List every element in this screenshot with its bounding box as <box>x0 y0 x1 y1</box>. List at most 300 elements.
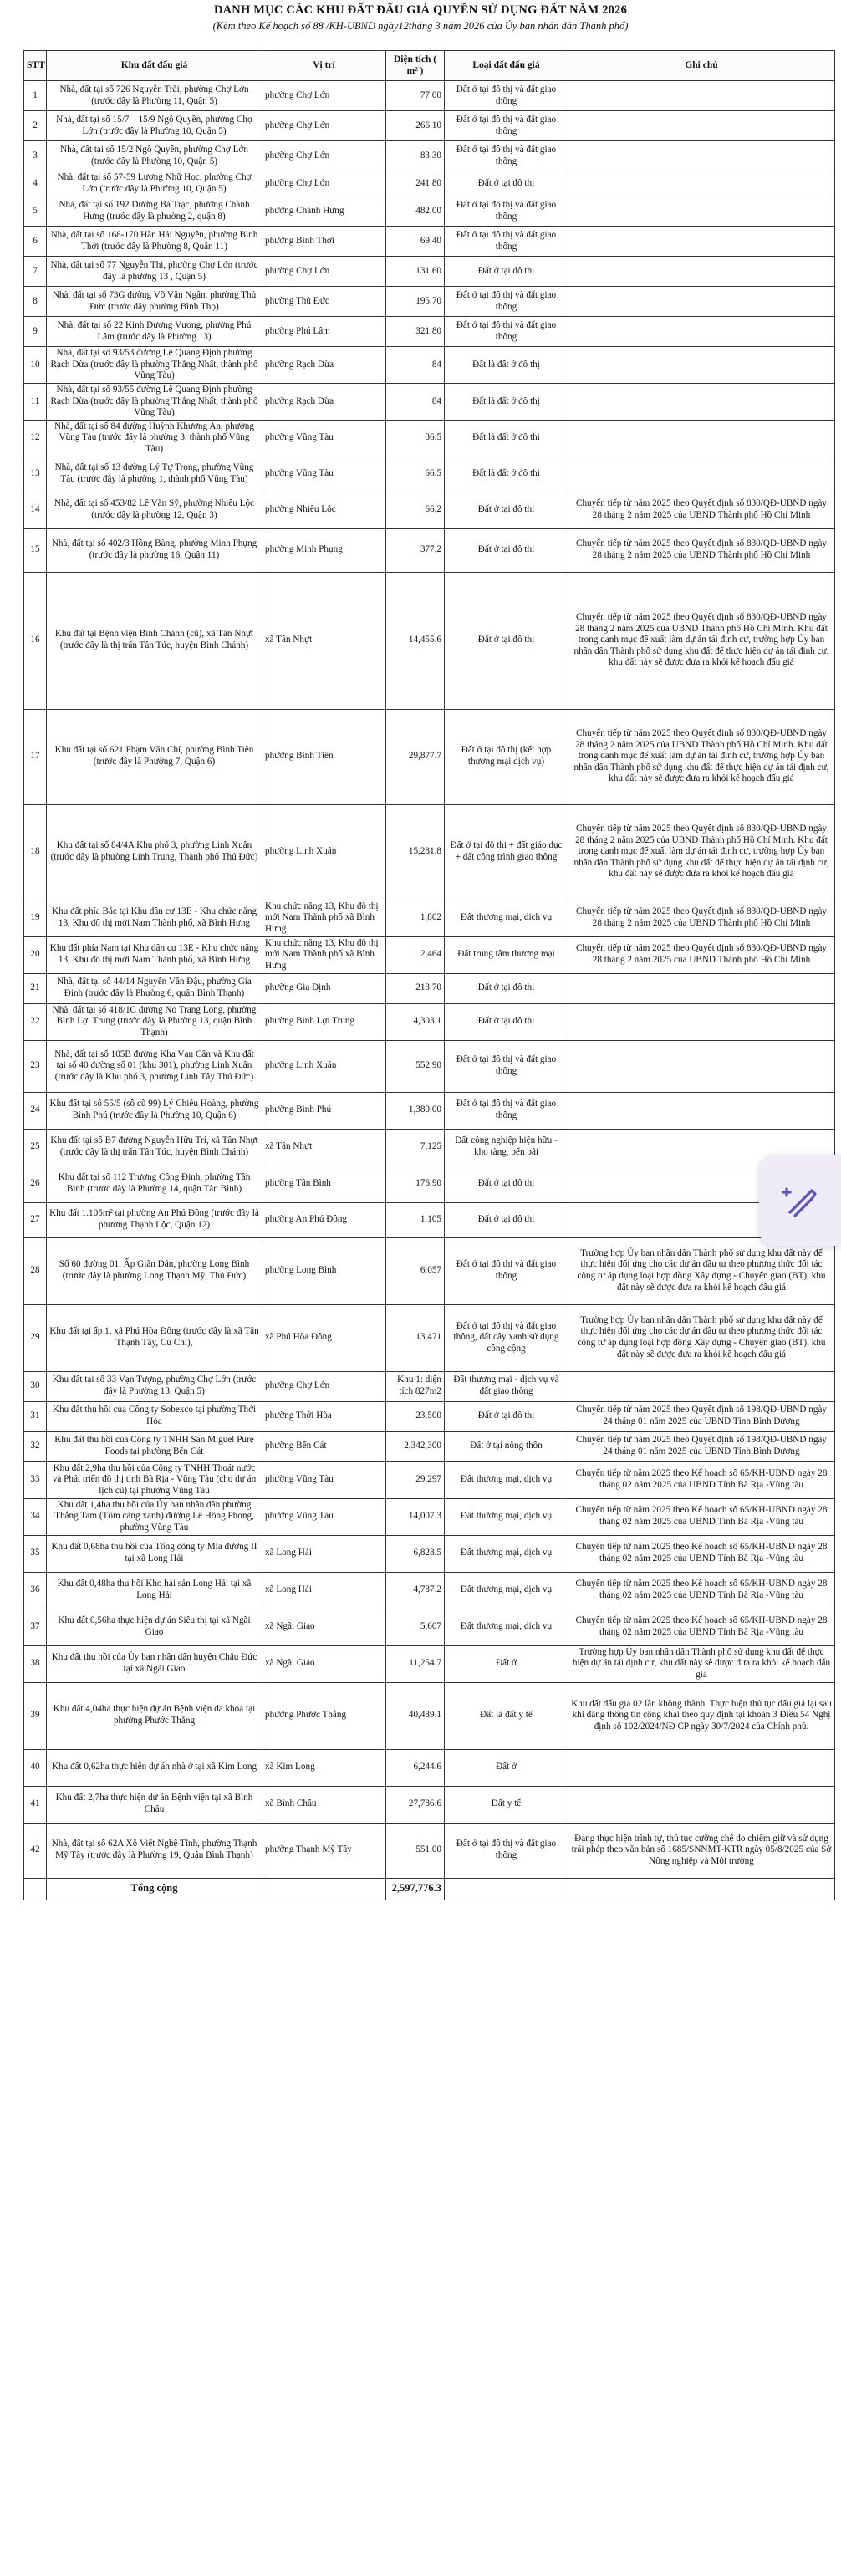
row-land-use: Đất ở tại đô thị <box>445 1401 568 1431</box>
row-stt: 28 <box>24 1237 47 1304</box>
table-header-row <box>24 51 835 81</box>
row-location: phường Vũng Tàu <box>262 1498 386 1535</box>
row-note <box>568 1749 835 1786</box>
row-land-use: Đất ở <box>445 1645 568 1682</box>
row-land-name: Khu đất 4,04ha thực hiện dự án Bệnh viện đa khoa tại phường Phước Thắng <box>47 1682 262 1749</box>
row-note: Chuyển tiếp từ năm 2025 theo Quyết định số 830/QĐ-UBND ngày 28 tháng 2 năm 2025 của UBND Thành phố Hồ Chí Minh. Khu đất trong danh mục để xuất làm dự án tái định cư, trường hợp Ủy ban nhân dân Thành phố sử dụng khu đất để thực hiện dự án tái định cư, khu đất này sẽ được đưa ra khỏi kế hoạch đấu giá <box>568 572 835 709</box>
row-land-use: Đất ở tại đô thị và đất giao thông <box>445 111 568 141</box>
table-row <box>24 1003 835 1040</box>
row-area: 27,786.6 <box>386 1786 445 1823</box>
table-row <box>24 171 835 196</box>
row-note: Đang thực hiện trình tự, thủ tục cưỡng chế do chiếm giữ và sử dụng trái phép theo văn bản số 1685/SNNMT-KTR ngày 05/8/2025 của Sở Nông nghiệp và Môi trường <box>568 1823 835 1878</box>
table-row <box>24 572 835 709</box>
table-row <box>24 1682 835 1749</box>
edit-sparkle-icon <box>778 1179 822 1222</box>
row-note <box>568 227 835 257</box>
row-location: phường Bình Tiên <box>262 709 386 804</box>
row-location: Khu chức năng 13, Khu đô thị mới Nam Thành phố xã Bình Hưng <box>262 936 386 973</box>
row-land-use: Đất ở tại đô thị (kết hợp thương mại dịch vụ) <box>445 709 568 804</box>
row-land-name: Nhà, đất tại số 453/82 Lê Văn Sỹ, phường Nhiêu Lộc (trước đây là phường 12, Quận 3) <box>47 492 262 528</box>
row-stt: 36 <box>24 1572 47 1609</box>
row-area: 69.40 <box>386 227 445 257</box>
row-land-name: Nhà, đất tại số 192 Dương Bá Trạc, phường Chánh Hưng (trước đây là phường 2, quận 8) <box>47 196 262 227</box>
row-area: 131.60 <box>386 257 445 287</box>
row-stt: 23 <box>24 1040 47 1092</box>
total-label: Tổng cộng <box>47 1878 262 1900</box>
table-row <box>24 936 835 973</box>
row-location: xã Kim Long <box>262 1749 386 1786</box>
row-land-name: Khu đất tại số 84/4A Khu phố 3, phường Linh Xuân (trước đây là phường Linh Trung, Thành phố Thủ Đức) <box>47 804 262 900</box>
row-stt: 41 <box>24 1786 47 1823</box>
row-land-use: Đất ở tại đô thị và đất giao thông <box>445 1823 568 1878</box>
row-note: Chuyển tiếp từ năm 2025 theo Quyết định số 830/QĐ-UBND ngày 28 tháng 2 năm 2025 của UBND Thành phố Hồ Chí Minh <box>568 492 835 528</box>
row-land-name: Khu đất phía Bắc tại Khu dân cư 13E - Khu chức năng 13, Khu đô thị mới Nam Thành phố, xã Bình Hưng <box>47 900 262 936</box>
table-row <box>24 1431 835 1461</box>
row-location: phường Bình Lợi Trung <box>262 1003 386 1040</box>
land-auction-table <box>23 50 835 1900</box>
row-stt: 30 <box>24 1371 47 1401</box>
row-land-name: Khu đất 1,4ha thu hồi của Ủy ban nhân dân phường Thắng Tam (Tôm càng xanh) đường Lê Hồng Phong, phường Vũng Tàu <box>47 1498 262 1535</box>
row-area: 84 <box>386 383 445 420</box>
row-note <box>568 1003 835 1040</box>
row-stt: 38 <box>24 1645 47 1682</box>
col-header-note: Ghi chú <box>568 51 835 81</box>
row-land-name: Nhà, đất tại số 15/2 Ngô Quyền, phường Chợ Lớn (trước đây là Phường 10, Quận 5) <box>47 141 262 171</box>
row-land-use: Đất ở tại đô thị và đất giao thông <box>445 141 568 171</box>
row-stt: 29 <box>24 1304 47 1371</box>
table-row <box>24 420 835 457</box>
row-stt: 21 <box>24 973 47 1003</box>
row-location: xã Long Hải <box>262 1572 386 1609</box>
row-land-name: Nhà, đất tại số 22 Kinh Dương Vương, phường Phú Lâm (trước đây là Phường 13) <box>47 317 262 347</box>
row-note <box>568 111 835 141</box>
row-land-name: Nhà, đất tại số 73G đường Võ Văn Ngân, phường Thủ Đức (trước đây phường Bình Thọ) <box>47 287 262 317</box>
row-stt: 11 <box>24 383 47 420</box>
table-row <box>24 528 835 572</box>
row-area: 6,244.6 <box>386 1749 445 1786</box>
row-land-name: Khu đất tại ấp 1, xã Phú Hòa Đông (trước đây là xã Tân Thạnh Tây, Củ Chi), <box>47 1304 262 1371</box>
row-stt: 31 <box>24 1401 47 1431</box>
row-area: 2,464 <box>386 936 445 973</box>
row-area: 83.30 <box>386 141 445 171</box>
row-land-use: Đất ở tại đô thị và đất giao thông <box>445 317 568 347</box>
row-location: phường Minh Phụng <box>262 528 386 572</box>
table-row <box>24 1401 835 1431</box>
row-land-use: Đất ở tại đô thị <box>445 1166 568 1202</box>
row-stt: 16 <box>24 572 47 709</box>
row-land-name: Khu đất tại số 33 Vạn Tượng, phường Chợ Lớn (trước đây là Phường 13, Quận 5) <box>47 1371 262 1401</box>
row-location: phường Linh Xuân <box>262 1040 386 1092</box>
row-stt: 24 <box>24 1092 47 1129</box>
row-location: phường Phước Thắng <box>262 1682 386 1749</box>
row-stt: 14 <box>24 492 47 528</box>
row-note: Chuyển tiếp từ năm 2025 theo Quyết định số 830/QĐ-UBND ngày 28 tháng 2 năm 2025 của UBND Thành phố Hồ Chí Minh <box>568 900 835 936</box>
table-row <box>24 141 835 171</box>
row-stt: 42 <box>24 1823 47 1878</box>
row-area: 66.5 <box>386 457 445 492</box>
row-location: phường Long Bình <box>262 1237 386 1304</box>
row-land-use: Đất ở tại đô thị <box>445 973 568 1003</box>
row-area: 13,471 <box>386 1304 445 1371</box>
table-row <box>24 81 835 111</box>
row-land-name: Nhà, đất tại số 13 đường Lý Tự Trọng, phường Vũng Tàu (trước đây là phường 1, thành phố Vũng Tàu) <box>47 457 262 492</box>
row-stt: 13 <box>24 457 47 492</box>
table-row <box>24 1645 835 1682</box>
col-header-area: Diện tích ( m² ) <box>386 51 445 81</box>
row-land-use: Đất thương mại, dịch vụ <box>445 1498 568 1535</box>
table-row <box>24 317 835 347</box>
row-area: 7,125 <box>386 1129 445 1166</box>
row-area: 551.00 <box>386 1823 445 1878</box>
row-land-name: Khu đất thu hồi của Ủy ban nhân dân huyện Châu Đức tại xã Ngãi Giao <box>47 1645 262 1682</box>
row-land-use: Đất ở tại đô thị và đất giao thông <box>445 1092 568 1129</box>
row-area: 29,297 <box>386 1461 445 1498</box>
row-area: 5,607 <box>386 1609 445 1645</box>
row-area: 29,877.7 <box>386 709 445 804</box>
row-stt: 12 <box>24 420 47 457</box>
row-stt: 33 <box>24 1461 47 1498</box>
row-land-use: Đất thương mại, dịch vụ <box>445 1572 568 1609</box>
row-location: Khu chức năng 13, Khu đô thị mới Nam Thành phố xã Bình Hưng <box>262 900 386 936</box>
row-land-name: Nhà, đất tại số 84 đường Huỳnh Khương An, phường Vũng Tàu (trước đây là phường 3, thành phố Vũng Tàu) <box>47 420 262 457</box>
row-land-name: Nhà, đất tại số 57-59 Lương Nhữ Học, phường Chợ Lớn (trước đây là Phường 10, Quận 5) <box>47 171 262 196</box>
row-location: phường Chợ Lớn <box>262 141 386 171</box>
row-land-use: Đất ở <box>445 1749 568 1786</box>
row-land-use: Đất thương mại, dịch vụ <box>445 1535 568 1572</box>
row-land-use: Đất là đất ở đô thị <box>445 383 568 420</box>
row-land-use: Đất thương mại - dịch vụ và đất giao thông <box>445 1371 568 1401</box>
row-area: Khu 1: diện tích 827m2 <box>386 1371 445 1401</box>
table-row <box>24 1237 835 1304</box>
row-location: phường An Phú Đông <box>262 1202 386 1237</box>
row-stt: 10 <box>24 347 47 384</box>
row-stt: 3 <box>24 141 47 171</box>
row-land-use: Đất ở tại đô thị <box>445 171 568 196</box>
row-area: 241.80 <box>386 171 445 196</box>
row-stt: 20 <box>24 936 47 973</box>
col-header-stt: STT <box>24 51 47 81</box>
row-note: Chuyển tiếp từ năm 2025 theo Quyết định số 198/QĐ-UBND ngày 24 tháng 01 năm 2025 của UBND Tỉnh Bình Dương <box>568 1431 835 1461</box>
document-title: DANH MỤC CÁC KHU ĐẤT ĐẤU GIÁ QUYỀN SỬ DỤNG ĐẤT NĂM 2026 <box>213 3 628 17</box>
row-note <box>568 81 835 111</box>
row-land-use: Đất ở tại đô thị <box>445 257 568 287</box>
row-location: phường Chợ Lớn <box>262 257 386 287</box>
table-row <box>24 383 835 420</box>
row-area: 86.5 <box>386 420 445 457</box>
row-land-use: Đất ở tại đô thị và đất giao thông <box>445 1040 568 1092</box>
row-area: 66,2 <box>386 492 445 528</box>
row-area: 23,500 <box>386 1401 445 1431</box>
document-header <box>0 0 841 52</box>
row-land-name: Nhà, đất tại số 44/14 Nguyễn Văn Đậu, phường Gia Định (trước đây là Phường 6, quận Bình Thạnh) <box>47 973 262 1003</box>
row-area: 6,828.5 <box>386 1535 445 1572</box>
row-land-name: Nhà, đất tại số 77 Nguyễn Thi, phường Chợ Lớn (trước đây là phường 13 , Quận 5) <box>47 257 262 287</box>
row-land-name: Khu đất 0,48ha thu hồi Kho hải sản Long Hải tại xã Long Hải <box>47 1572 262 1609</box>
row-stt: 19 <box>24 900 47 936</box>
table-body <box>24 81 835 1879</box>
row-land-name: Nhà, đất tại số 93/53 đường Lê Quang Định phường Rạch Dừa (trước đây là phường Thắng Nhất, thành phố Vũng Tàu) <box>47 347 262 384</box>
row-stt: 2 <box>24 111 47 141</box>
row-note: Trường hợp Ủy ban nhân dân Thành phố sử dụng khu đất để thực hiện dự án tái định cư, khu đất này sẽ được đưa ra khỏi kế hoạch đấu giá <box>568 1645 835 1682</box>
row-note: Khu đất đấu giá 02 lần không thành. Thực hiện thủ tục đấu giá lại sau khi đăng thông tin công khai theo quy định tại khoản 3 Điều 54 Nghị định số 102/2024/NĐ CP ngày 30/7/2024 của Chính phủ. <box>568 1682 835 1749</box>
table-row <box>24 1498 835 1535</box>
row-note <box>568 1092 835 1129</box>
row-note: Chuyển tiếp từ năm 2025 theo Kế hoạch số 65/KH-UBND ngày 28 tháng 02 năm 2025 của UBND Tỉnh Bà Rịa -Vũng tàu <box>568 1535 835 1572</box>
table-row <box>24 1535 835 1572</box>
row-stt: 26 <box>24 1166 47 1202</box>
row-stt: 8 <box>24 287 47 317</box>
row-note: Chuyển tiếp từ năm 2025 theo Quyết định số 830/QĐ-UBND ngày 28 tháng 2 năm 2025 của UBND Thành phố Hồ Chí Minh. Khu đất trong danh mục để xuất làm dự án tái định cư, trường hợp Ủy ban nhân dân Thành phố sử dụng khu đất để thực hiện dự án tái định cư, khu đất này sẽ được đưa ra khỏi kế hoạch đấu giá <box>568 709 835 804</box>
row-area: 14,455.6 <box>386 572 445 709</box>
row-land-use: Đất là đất ở đô thị <box>445 457 568 492</box>
row-land-name: Khu đất tại số 621 Phạm Văn Chí, phường Bình Tiên (trước đây là Phường 7, Quận 6) <box>47 709 262 804</box>
row-area: 266.10 <box>386 111 445 141</box>
row-area: 1,802 <box>386 900 445 936</box>
row-land-use: Đất ở tại đô thị <box>445 572 568 709</box>
row-area: 1,105 <box>386 1202 445 1237</box>
row-stt: 32 <box>24 1431 47 1461</box>
row-land-name: Khu đất tại số B7 đường Nguyễn Hữu Trí, xã Tân Nhựt (trước đây là thị trấn Tân Túc, huyện Bình Chánh) <box>47 1129 262 1166</box>
table-row <box>24 804 835 900</box>
row-area: 321.80 <box>386 317 445 347</box>
table-row <box>24 1092 835 1129</box>
row-area: 6,057 <box>386 1237 445 1304</box>
row-area: 14,007.3 <box>386 1498 445 1535</box>
row-note: Trường hợp Ủy ban nhân dân Thành phố sử dụng khu đất này để thực hiện đối ứng cho các dự án đầu tư theo phương thức đối tác công tư áp dụng loại hợp đồng Xây dựng - Chuyển giao (BT), khu đất này sẽ được đưa ra khỏi kế hoạch đấu giá <box>568 1304 835 1371</box>
table-row <box>24 111 835 141</box>
row-land-use: Đất trung tâm thương mại <box>445 936 568 973</box>
table-row <box>24 227 835 257</box>
row-location: xã Phú Hòa Đông <box>262 1304 386 1371</box>
row-note <box>568 420 835 457</box>
row-land-use: Đất ở tại đô thị <box>445 1202 568 1237</box>
row-land-use: Đất là đất y tế <box>445 1682 568 1749</box>
row-area: 2,342,300 <box>386 1431 445 1461</box>
row-land-name: Khu đất 0,68ha thu hồi của Tổng công ty Mía đường II tại xã Long Hải <box>47 1535 262 1572</box>
row-stt: 34 <box>24 1498 47 1535</box>
row-land-use: Đất ở tại đô thị và đất giao thông <box>445 196 568 227</box>
row-area: 482.00 <box>386 196 445 227</box>
row-location: phường Chợ Lớn <box>262 171 386 196</box>
row-land-name: Khu đất tại Bệnh viện Bình Chánh (cũ), xã Tân Nhựt (trước đây là thị trấn Tân Túc, huyện Bình Chánh) <box>47 572 262 709</box>
total-area: 2,597,776.3 <box>386 1878 445 1900</box>
table-row <box>24 900 835 936</box>
row-area: 40,439.1 <box>386 1682 445 1749</box>
row-stt: 17 <box>24 709 47 804</box>
row-land-name: Khu đất 0,62ha thực hiện dự án nhà ở tại xã Kim Long <box>47 1749 262 1786</box>
row-area: 195.70 <box>386 287 445 317</box>
row-note: Chuyển tiếp từ năm 2025 theo Kế hoạch số 65/KH-UBND ngày 28 tháng 02 năm 2025 của UBND Tỉnh Bà Rịa -Vũng tàu <box>568 1609 835 1645</box>
row-land-use: Đất y tế <box>445 1786 568 1823</box>
row-land-use: Đất ở tại đô thị + đất giáo dục + đất công trình giao thông <box>445 804 568 900</box>
row-note: Chuyển tiếp từ năm 2025 theo Quyết định số 830/QĐ-UBND ngày 28 tháng 2 năm 2025 của UBND Thành phố Hồ Chí Minh. Khu đất trong danh mục để xuất làm dự án tái định cư, trường hợp Ủy ban nhân dân Thành phố sử dụng khu đất để thực hiện dự án tái định cư, khu đất này sẽ được đưa ra khỏi kế hoạch đấu giá <box>568 804 835 900</box>
row-land-use: Đất công nghiệp hiện hữu - kho tàng, bến bãi <box>445 1129 568 1166</box>
row-note: Chuyển tiếp từ năm 2025 theo Quyết định số 198/QĐ-UBND ngày 24 tháng 01 năm 2025 của UBND Tỉnh Bình Dương <box>568 1401 835 1431</box>
row-area: 4,303.1 <box>386 1003 445 1040</box>
row-stt: 4 <box>24 171 47 196</box>
row-land-name: Khu đất thu hồi của Công ty Sobexco tại phường Thới Hòa <box>47 1401 262 1431</box>
row-note: Chuyển tiếp từ năm 2025 theo Kế hoạch số 65/KH-UBND ngày 28 tháng 02 năm 2025 của UBND Tỉnh Bà Rịa -Vũng tàu <box>568 1498 835 1535</box>
row-land-name: Nhà, đất tại số 93/55 đường Lê Quang Định phường Rạch Dừa (trước đây là phường Thắng Nhất, thành phố Vũng Tàu) <box>47 383 262 420</box>
row-stt: 6 <box>24 227 47 257</box>
row-land-use: Đất ở tại đô thị và đất giao thông <box>445 81 568 111</box>
row-location: phường Thạnh Mỹ Tây <box>262 1823 386 1878</box>
row-land-use: Đất ở tại đô thị và đất giao thông <box>445 1237 568 1304</box>
table-row <box>24 1786 835 1823</box>
row-location: phường Thới Hòa <box>262 1401 386 1431</box>
row-location: xã Tân Nhựt <box>262 1129 386 1166</box>
table-row <box>24 1572 835 1609</box>
row-location: phường Bình Phú <box>262 1092 386 1129</box>
table-row <box>24 1129 835 1166</box>
row-note: Chuyển tiếp từ năm 2025 theo Quyết định số 830/QĐ-UBND ngày 28 tháng 2 năm 2025 của UBND Thành phố Hồ Chí Minh <box>568 528 835 572</box>
row-land-name: Nhà, đất tại số 726 Nguyễn Trãi, phường Chợ Lớn (trước đây là Phường 11, Quận 5) <box>47 81 262 111</box>
row-stt: 5 <box>24 196 47 227</box>
row-land-name: Khu đất thu hồi của Công ty TNHH San Miguel Pure Foods tại phường Bến Cát <box>47 1431 262 1461</box>
col-header-location: Vị trí <box>262 51 386 81</box>
table-row <box>24 457 835 492</box>
row-area: 84 <box>386 347 445 384</box>
row-area: 552.90 <box>386 1040 445 1092</box>
row-area: 176.90 <box>386 1166 445 1202</box>
row-location: phường Bến Cát <box>262 1431 386 1461</box>
row-land-use: Đất thương mại, dịch vụ <box>445 1609 568 1645</box>
row-location: xã Ngãi Giao <box>262 1645 386 1682</box>
row-location: xã Bình Châu <box>262 1786 386 1823</box>
row-note <box>568 973 835 1003</box>
row-land-use: Đất ở tại nông thôn <box>445 1431 568 1461</box>
row-note: Chuyển tiếp từ năm 2025 theo Quyết định số 830/QĐ-UBND ngày 28 tháng 2 năm 2025 của UBND Thành phố Hồ Chí Minh <box>568 936 835 973</box>
row-location: phường Gia Định <box>262 973 386 1003</box>
table-row <box>24 1040 835 1092</box>
row-note <box>568 347 835 384</box>
row-land-name: Khu đất 0,56ha thực hiện dự án Siêu thị tại xã Ngãi Giao <box>47 1609 262 1645</box>
row-note: Chuyển tiếp từ năm 2025 theo Kế hoạch số 65/KH-UBND ngày 28 tháng 02 năm 2025 của UBND Tỉnh Bà Rịa -Vũng tàu <box>568 1461 835 1498</box>
row-location: phường Tân Bình <box>262 1166 386 1202</box>
row-area: 4,787.2 <box>386 1572 445 1609</box>
row-location: phường Nhiêu Lộc <box>262 492 386 528</box>
row-stt: 15 <box>24 528 47 572</box>
edit-fab-button[interactable] <box>759 1155 841 1246</box>
col-header-name: Khu đất đấu giá <box>47 51 262 81</box>
table-row <box>24 492 835 528</box>
row-location: phường Chánh Hưng <box>262 196 386 227</box>
row-location: phường Linh Xuân <box>262 804 386 900</box>
table-row <box>24 1749 835 1786</box>
row-area: 77.00 <box>386 81 445 111</box>
row-location: phường Chợ Lớn <box>262 111 386 141</box>
row-stt: 1 <box>24 81 47 111</box>
row-land-name: Nhà, đất tại số 15/7 – 15/9 Ngô Quyền, phường Chợ Lớn (trước đây là Phường 10, Quận 5) <box>47 111 262 141</box>
row-land-name: Nhà, đất tại số 168-170 Hàn Hải Nguyên, phường Bình Thới (trước đây là Phường 8, Quận 11) <box>47 227 262 257</box>
table-row <box>24 1166 835 1202</box>
row-area: 1,380.00 <box>386 1092 445 1129</box>
row-area: 15,281.8 <box>386 804 445 900</box>
row-land-name: Nhà, đất tại số 418/1C đường No Trang Long, phường Bình Lợi Trung (trước đây là Phường 13, quận Bình Thạnh) <box>47 1003 262 1040</box>
row-land-name: Khu đất tại số 55/5 (số cũ 99) Lý Chiêu Hoàng, phường Bình Phú (trước đây là Phường 10, Quận 6) <box>47 1092 262 1129</box>
row-area: 377,2 <box>386 528 445 572</box>
row-stt: 40 <box>24 1749 47 1786</box>
row-location: phường Vũng Tàu <box>262 1461 386 1498</box>
row-location: xã Ngãi Giao <box>262 1609 386 1645</box>
row-note <box>568 1040 835 1092</box>
table-row <box>24 287 835 317</box>
row-land-use: Đất là đất ở đô thị <box>445 420 568 457</box>
row-stt: 37 <box>24 1609 47 1645</box>
table-row <box>24 1371 835 1401</box>
row-land-name: Khu đất 2,7ha thực hiện dự án Bệnh viện tại xã Bình Châu <box>47 1786 262 1823</box>
table-row <box>24 257 835 287</box>
total-row <box>24 1878 835 1900</box>
row-land-name: Nhà, đất tại số 62A Xô Viết Nghệ Tĩnh, phường Thạnh Mỹ Tây (trước đây là Phường 19, Quận Bình Thạnh) <box>47 1823 262 1878</box>
row-location: phường Phú Lâm <box>262 317 386 347</box>
row-location: phường Thủ Đức <box>262 287 386 317</box>
row-land-name: Khu đất tại số 112 Trương Công Định, phường Tân Bình (trước đây là Phường 14, quận Tân Bình) <box>47 1166 262 1202</box>
row-note <box>568 287 835 317</box>
row-land-name: Khu đất 1.105m² tại phường An Phú Đông (trước đây là phường Thạnh Lộc, Quận 12) <box>47 1202 262 1237</box>
table-row <box>24 1609 835 1645</box>
table-row <box>24 347 835 384</box>
row-location: phường Rạch Dừa <box>262 383 386 420</box>
row-note <box>568 457 835 492</box>
row-location: xã Long Hải <box>262 1535 386 1572</box>
row-area: 11,254.7 <box>386 1645 445 1682</box>
row-location: phường Rạch Dừa <box>262 347 386 384</box>
row-location: phường Vũng Tàu <box>262 457 386 492</box>
row-note <box>568 141 835 171</box>
table-row <box>24 973 835 1003</box>
table-row <box>24 1304 835 1371</box>
row-land-use: Đất thương mại, dịch vụ <box>445 1461 568 1498</box>
row-stt: 18 <box>24 804 47 900</box>
row-location: phường Bình Thới <box>262 227 386 257</box>
row-location: xã Tân Nhựt <box>262 572 386 709</box>
row-note <box>568 171 835 196</box>
row-note: Chuyển tiếp từ năm 2025 theo Kế hoạch số 65/KH-UBND ngày 28 tháng 02 năm 2025 của UBND Tỉnh Bà Rịa -Vũng tàu <box>568 1572 835 1609</box>
row-stt: 9 <box>24 317 47 347</box>
row-note <box>568 1371 835 1401</box>
row-stt: 39 <box>24 1682 47 1749</box>
row-stt: 27 <box>24 1202 47 1237</box>
row-stt: 25 <box>24 1129 47 1166</box>
row-land-name: Khu đất phía Nam tại Khu dân cư 13E - Khu chức năng 13, Khu đô thị mới Nam Thành phố, xã Bình Hưng <box>47 936 262 973</box>
row-note <box>568 196 835 227</box>
row-note <box>568 257 835 287</box>
row-stt: 22 <box>24 1003 47 1040</box>
row-area: 213.70 <box>386 973 445 1003</box>
row-land-name: Số 60 đường 01, Ấp Giãn Dân, phường Long Bình (trước đây là phường Long Thạnh Mỹ, Thủ Đức) <box>47 1237 262 1304</box>
row-land-use: Đất ở tại đô thị và đất giao thông <box>445 287 568 317</box>
row-land-name: Nhà, đất tại số 402/3 Hồng Bàng, phường Minh Phụng (trước đây là phường 16, Quận 11) <box>47 528 262 572</box>
row-land-use: Đất ở tại đô thị <box>445 1003 568 1040</box>
row-land-use: Đất ở tại đô thị và đất giao thông <box>445 227 568 257</box>
row-location: phường Chợ Lớn <box>262 81 386 111</box>
row-location: phường Chợ Lớn <box>262 1371 386 1401</box>
row-stt: 35 <box>24 1535 47 1572</box>
row-land-use: Đất ở tại đô thị và đất giao thông, đất cây xanh sử dụng công cộng <box>445 1304 568 1371</box>
table-row <box>24 196 835 227</box>
row-stt: 7 <box>24 257 47 287</box>
row-location: phường Vũng Tàu <box>262 420 386 457</box>
row-note <box>568 317 835 347</box>
row-note <box>568 1786 835 1823</box>
row-land-name: Khu đất 2,9ha thu hồi của Công ty TNHH Thoát nước và Phát triển đô thị tỉnh Bà Rịa - Vũng Tàu (cho dự án lịch cũ) tại phường Vũng Tàu <box>47 1461 262 1498</box>
row-land-name: Nhà, đất tại số 105B đường Kha Vạn Cân và Khu đất tại số 40 đường số 01 (khu 301), phường Linh Xuân (trước đây là Khu phố 3, phường Linh Tây Thủ Đức) <box>47 1040 262 1092</box>
table-row <box>24 709 835 804</box>
table-row <box>24 1823 835 1878</box>
row-land-use: Đất là đất ở đô thị <box>445 347 568 384</box>
row-note <box>568 383 835 420</box>
